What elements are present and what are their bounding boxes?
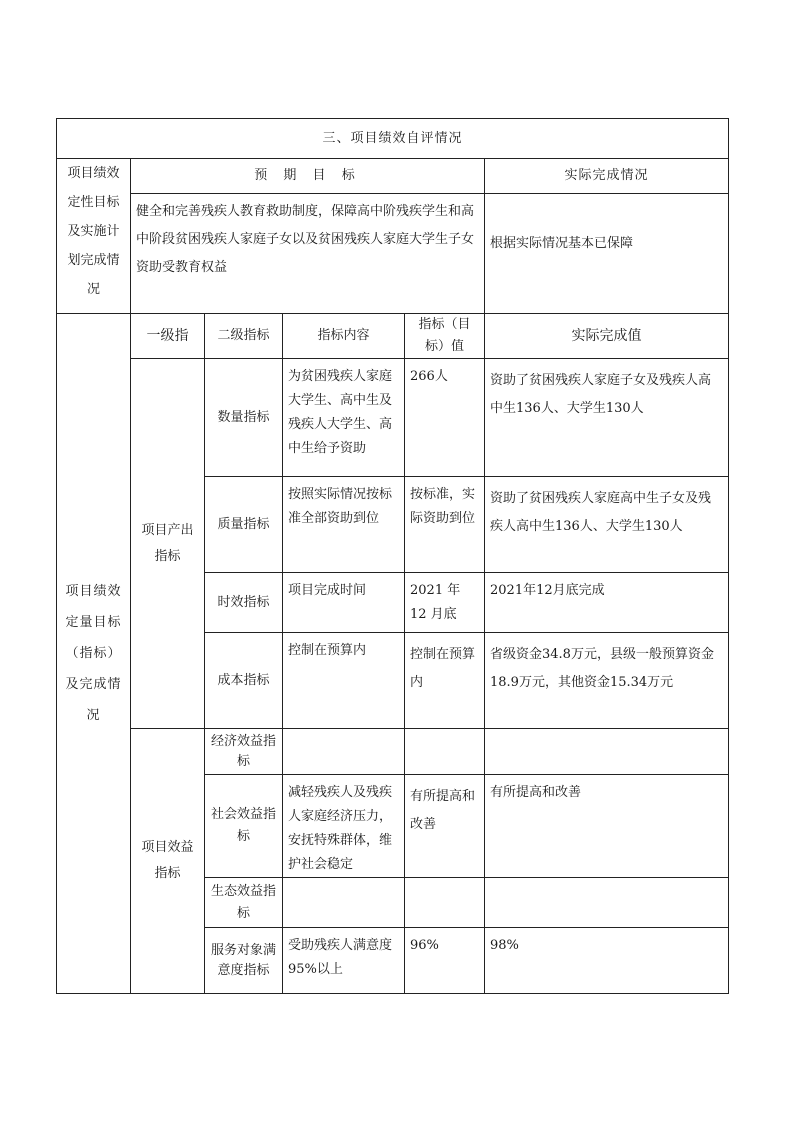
section-title: 三、项目绩效自评情况 (57, 119, 729, 159)
header-level2: 二级指标 (205, 314, 283, 359)
social-content: 减轻残疾人及残疾人家庭经济压力，安抚特殊群体，维护社会稳定 (283, 775, 405, 878)
header-content: 指标内容 (283, 314, 405, 359)
output-group-label: 项目产出指标 (131, 359, 205, 729)
satisfaction-target: 96% (405, 928, 485, 994)
cost-target: 控制在预算内 (405, 633, 485, 729)
timeliness-indicator: 时效指标 (205, 573, 283, 633)
quality-content: 按照实际情况按标准全部资助到位 (283, 477, 405, 573)
timeliness-content: 项目完成时间 (283, 573, 405, 633)
quantity-actual: 资助了贫困残疾人家庭子女及残疾人高中生136人、大学生130人 (485, 359, 729, 477)
economic-actual (485, 729, 729, 775)
quantitative-label: 项目绩效定量目标（指标）及完成情况 (57, 314, 131, 994)
ecological-target (405, 878, 485, 928)
expected-goal-text: 健全和完善残疾人教育救助制度，保障高中阶残疾学生和高中阶段贫困残疾人家庭子女以及贫困残疾人家庭大学生子女资助受教育权益 (131, 194, 485, 314)
ecological-content (283, 878, 405, 928)
quantity-indicator: 数量指标 (205, 359, 283, 477)
satisfaction-indicator: 服务对象满意度指标 (205, 928, 283, 994)
timeliness-target: 2021 年 12 月底 (405, 573, 485, 633)
economic-content (283, 729, 405, 775)
quality-actual: 资助了贫困残疾人家庭高中生子女及残疾人高中生136人、大学生130人 (485, 477, 729, 573)
performance-self-evaluation-table (56, 118, 729, 994)
benefit-group-label: 项目效益指标 (131, 729, 205, 994)
social-target: 有所提高和改善 (405, 775, 485, 878)
ecological-actual (485, 878, 729, 928)
ecological-indicator: 生态效益指标 (205, 878, 283, 928)
actual-completion-text: 根据实际情况基本已保障 (485, 194, 729, 314)
cost-actual: 省级资金34.8万元，县级一般预算资金18.9万元，其他资金15.34万元 (485, 633, 729, 729)
header-target: 指标（目标）值 (405, 314, 485, 359)
header-level1: 一级指 (131, 314, 205, 359)
quality-target: 按标准，实际资助到位 (405, 477, 485, 573)
actual-completion-header: 实际完成情况 (485, 159, 729, 194)
qualitative-label: 项目绩效定性目标及实施计划完成情况 (57, 159, 131, 314)
social-actual: 有所提高和改善 (485, 775, 729, 878)
quantity-target: 266人 (405, 359, 485, 477)
quantity-content: 为贫困残疾人家庭大学生、高中生及残疾人大学生、高中生给予资助 (283, 359, 405, 477)
expected-goal-header: 预 期 目 标 (131, 159, 485, 194)
header-actual: 实际完成值 (485, 314, 729, 359)
satisfaction-actual: 98% (485, 928, 729, 994)
social-indicator: 社会效益指标 (205, 775, 283, 878)
cost-content: 控制在预算内 (283, 633, 405, 729)
quality-indicator: 质量指标 (205, 477, 283, 573)
satisfaction-content: 受助残疾人满意度95%以上 (283, 928, 405, 994)
timeliness-actual: 2021年12月底完成 (485, 573, 729, 633)
economic-target (405, 729, 485, 775)
cost-indicator: 成本指标 (205, 633, 283, 729)
economic-indicator: 经济效益指标 (205, 729, 283, 775)
